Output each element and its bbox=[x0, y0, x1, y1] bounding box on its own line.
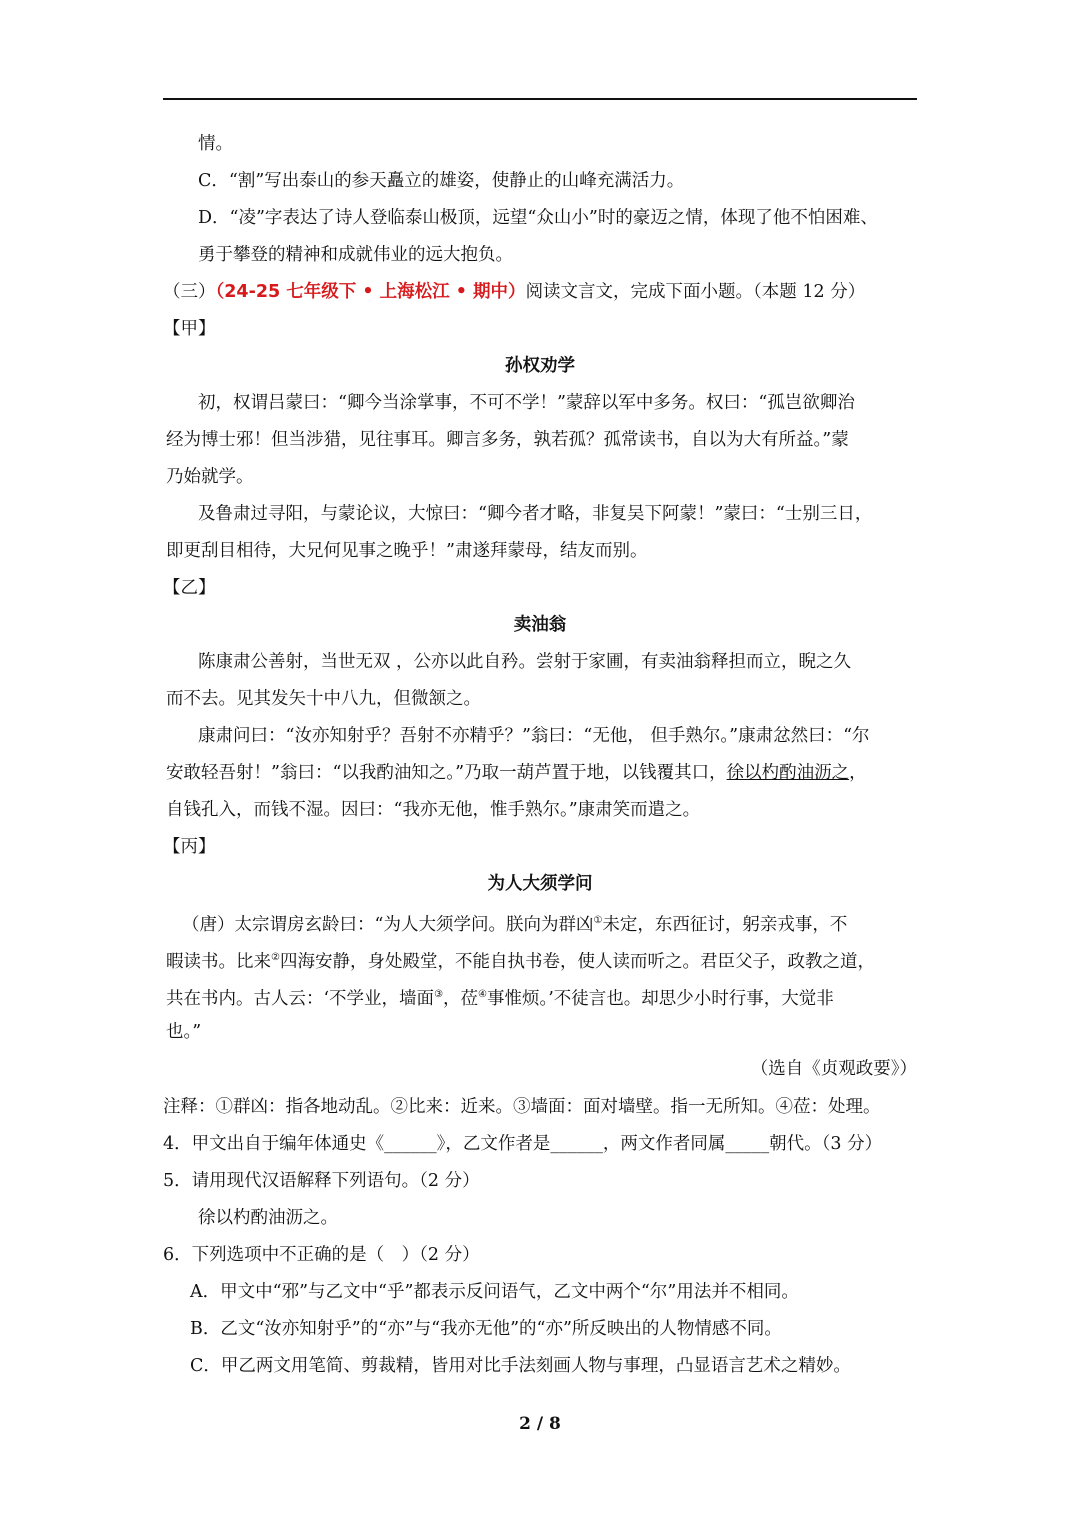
yi-line-2: 而不去。见其发矢十中八九，但微颔之。 bbox=[166, 689, 481, 709]
yi-line-1: 陈康肃公善射，当世无双 ，公亦以此自矜。尝射于家圃，有卖油翁释担而立，睨之久 bbox=[198, 652, 852, 672]
jia-label: 【甲】 bbox=[163, 319, 216, 339]
question-5: 5．请用现代汉语解释下列语句。（2 分） bbox=[163, 1171, 480, 1191]
section-source: （24-25 七年级下 • 上海松江 • 期中） bbox=[215, 282, 526, 302]
jia-line-5: 即更刮目相待，大兄何见事之晚乎！”肃遂拜蒙母，结友而别。 bbox=[166, 541, 648, 561]
prev-line-qing: 情。 bbox=[198, 134, 233, 154]
yi-line-4-pre: 安敢轻吾射！”翁曰：“以我酌油知之。”乃取一葫芦置于地，以钱覆其口， bbox=[166, 763, 727, 783]
bing-title: 为人大须学问 bbox=[487, 874, 593, 894]
bing-source: （选自《贞观政要》） bbox=[750, 1059, 917, 1079]
yi-line-4 bbox=[166, 761, 867, 785]
jia-line-4: 及鲁肃过寻阳，与蒙论议，大惊曰：“卿今者才略，非复吴下阿蒙！”蒙曰：“士别三日， bbox=[198, 504, 873, 524]
question-6-option-a: A．甲文中“邪”与乙文中“乎”都表示反问语气，乙文中两个“尔”用法并不相同。 bbox=[190, 1282, 799, 1302]
jia-line-2: 经为博士邪！但当涉猎，见往事耳。卿言多务，孰若孤？孤常读书，自以为大有所益。”蒙 bbox=[166, 430, 849, 450]
bing-line-3-post: 事惟烦。’不徒言也。却思少小时行事，大觉非 bbox=[487, 988, 834, 1009]
prev-option-d-line1: D．“凌”字表达了诗人登临泰山极顶，远望“众山小”时的豪迈之情，体现了他不怕困难、 bbox=[198, 208, 878, 228]
bing-line-3-mid: ，莅 bbox=[443, 988, 479, 1009]
annotations: 注释：①群凶：指各地动乱。②比来：近来。③墙面：面对墙壁。指一无所知。④莅：处理。 bbox=[163, 1097, 881, 1117]
question-4: 4．甲文出自于编年体通史《______》，乙文作者是______，两文作者同属_____朝代。（3 分） bbox=[163, 1134, 883, 1154]
note-marker-1: ① bbox=[593, 915, 603, 926]
bing-line-2-pre: 暇读书。比来 bbox=[166, 951, 271, 972]
note-marker-4: ④ bbox=[478, 989, 487, 1000]
section-three-header bbox=[163, 280, 865, 304]
section-instruction: 阅读文言文，完成下面小题。（本题 12 分） bbox=[525, 282, 866, 302]
prev-option-d-line2: 勇于攀登的精神和成就伟业的远大抱负。 bbox=[198, 245, 513, 265]
question-6-option-c: C．甲乙两文用笔简、剪裁精，皆用对比手法刻画人物与事理，凸显语言艺术之精妙。 bbox=[190, 1356, 851, 1376]
bing-line-1-post: 未定，东西征讨，躬亲戎事，不 bbox=[602, 914, 848, 935]
bing-line-1-pre: （唐）太宗谓房玄龄曰：“为人大须学问。朕向为群凶 bbox=[182, 914, 594, 935]
note-marker-2: ② bbox=[271, 952, 280, 963]
section-number: （三） bbox=[163, 282, 216, 302]
bing-line-1 bbox=[182, 909, 847, 937]
yi-title: 卖油翁 bbox=[513, 615, 567, 635]
yi-line-4-post: ， bbox=[849, 763, 867, 783]
jia-line-3: 乃始就学。 bbox=[166, 467, 254, 487]
bing-line-2 bbox=[166, 946, 875, 974]
page-number: 2 / 8 bbox=[519, 1414, 561, 1434]
question-6: 6．下列选项中不正确的是（ ）（2 分） bbox=[163, 1245, 480, 1265]
bing-line-2-post: 四海安静，身处殿堂，不能自执书卷，使人读而听之。君臣父子，政教之道， bbox=[279, 951, 875, 972]
yi-line-3: 康肃问曰：“汝亦知射乎？吾射不亦精乎？”翁曰：“无他， 但手熟尔。”康肃忿然曰：“尔 bbox=[198, 726, 870, 746]
jia-title: 孙权劝学 bbox=[505, 356, 575, 376]
header-rule bbox=[163, 98, 917, 100]
prev-option-c: C．“割”写出泰山的参天矗立的雄姿，使静止的山峰充满活力。 bbox=[198, 171, 685, 191]
bing-line-3 bbox=[166, 983, 834, 1011]
yi-line-5: 自钱孔入，而钱不湿。因曰：“我亦无他，惟手熟尔。”康肃笑而遣之。 bbox=[166, 800, 701, 820]
bing-line-4: 也。” bbox=[166, 1022, 202, 1042]
note-marker-3: ③ bbox=[434, 989, 444, 1000]
question-6-option-b: B．乙文“汝亦知射乎”的“亦”与“我亦无他”的“亦”所反映出的人物情感不同。 bbox=[190, 1319, 782, 1339]
question-5-sentence: 徐以杓酌油沥之。 bbox=[198, 1208, 338, 1228]
bing-line-3-pre: 共在书内。古人云：‘不学业，墙面 bbox=[166, 988, 435, 1009]
bing-label: 【丙】 bbox=[163, 837, 216, 857]
jia-line-1: 初，权谓吕蒙曰：“卿今当涂掌事，不可不学！”蒙辞以军中多务。权曰：“孤岂欲卿治 bbox=[198, 393, 855, 413]
yi-underlined-sentence: 徐以杓酌油沥之 bbox=[726, 763, 850, 783]
yi-label: 【乙】 bbox=[163, 578, 216, 598]
